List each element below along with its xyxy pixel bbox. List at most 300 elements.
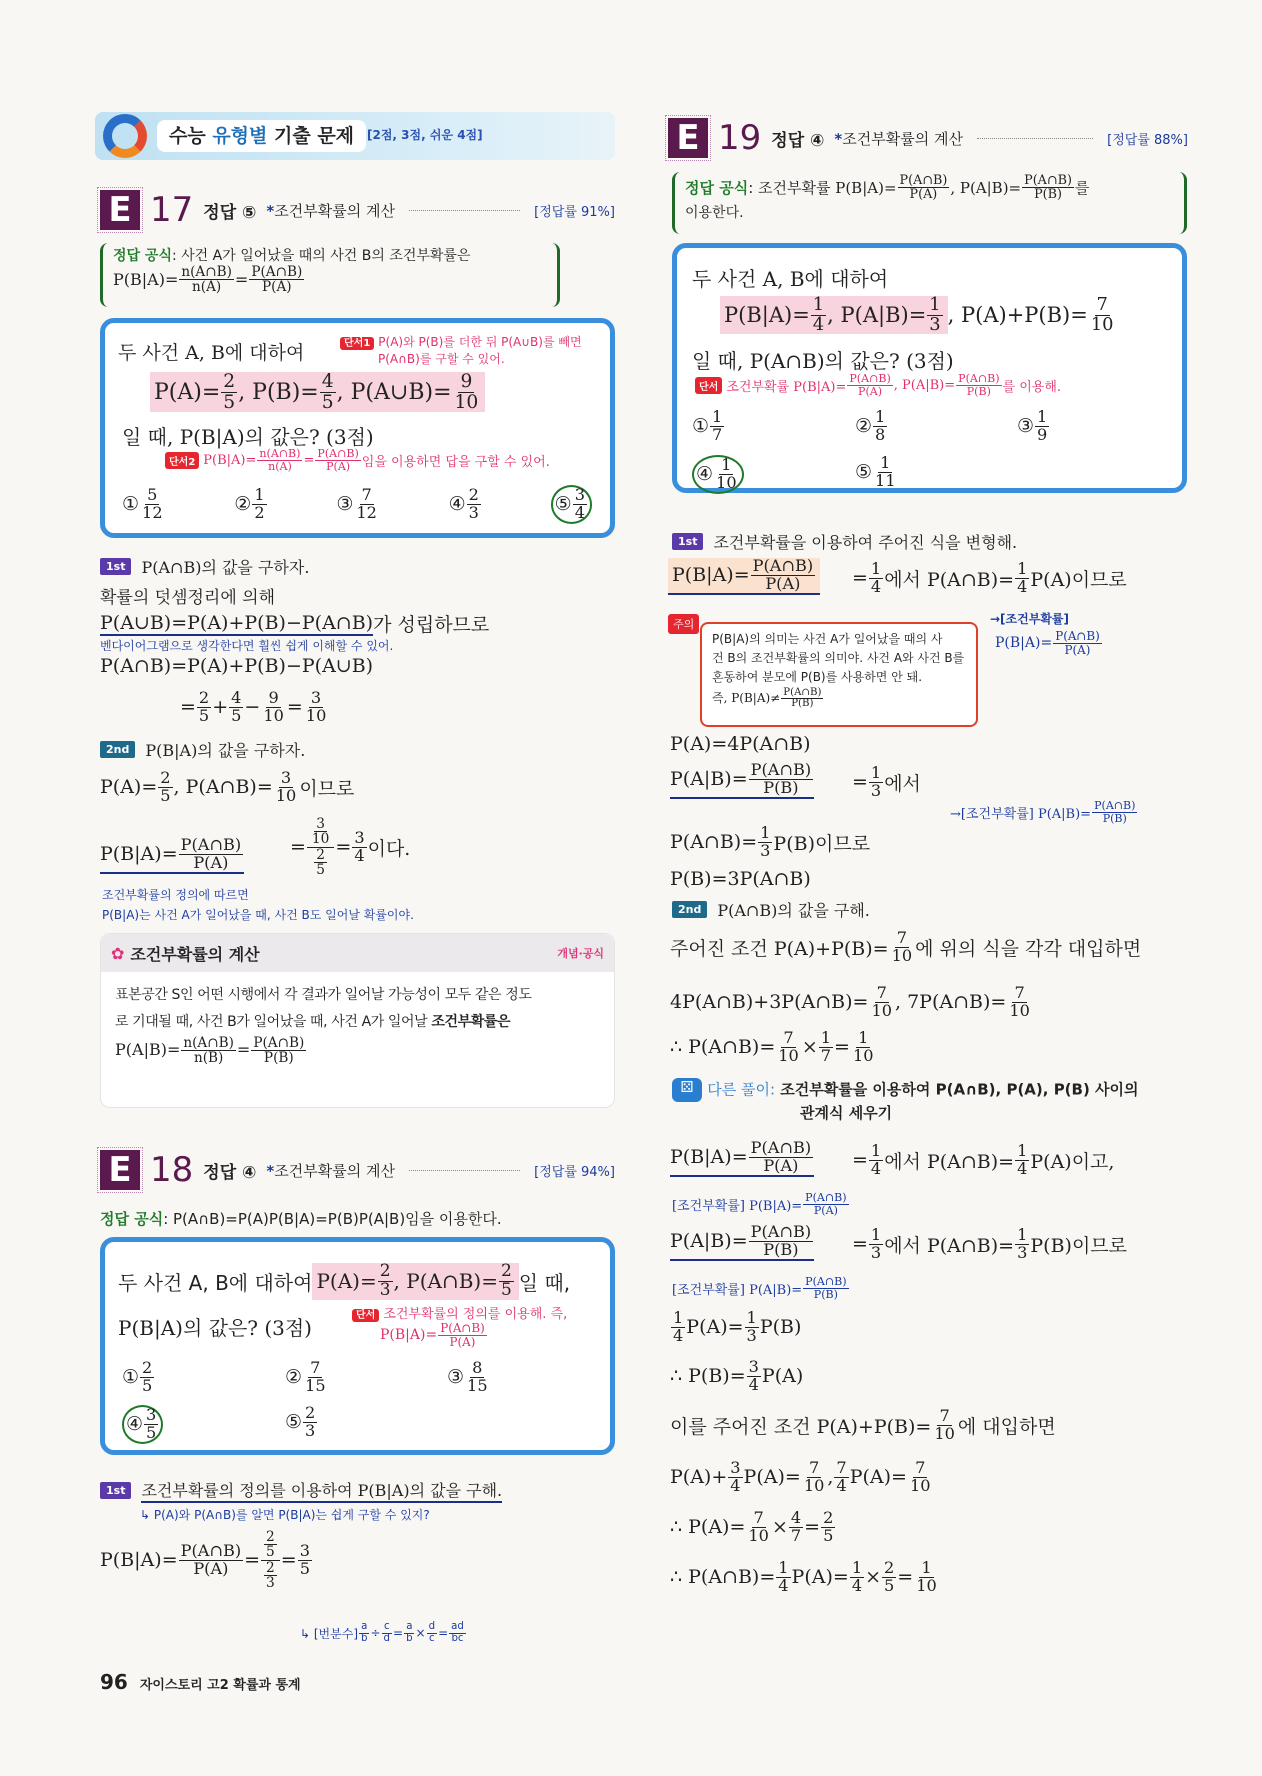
denominator xyxy=(144,1422,158,1442)
math-text: 3 xyxy=(760,840,771,860)
denominator xyxy=(449,1634,465,1645)
math-text: ⑤ xyxy=(855,461,873,484)
math-text: ② xyxy=(855,415,873,438)
math-text: ∴ P(A)= xyxy=(670,1516,746,1539)
choice-5-correct[interactable] xyxy=(551,485,592,524)
solution-line xyxy=(668,558,820,595)
math-text: P(A)= xyxy=(316,1269,377,1294)
math-text: 3 xyxy=(746,1325,757,1345)
numerator xyxy=(261,1530,280,1561)
math-text: 7 xyxy=(915,1458,926,1477)
fraction xyxy=(181,1036,236,1066)
title-part: 수능 xyxy=(169,125,213,147)
choice-4[interactable] xyxy=(449,485,482,524)
math-text: P(B|A)= xyxy=(100,1549,178,1572)
math-text: 4 xyxy=(354,845,365,865)
numerator xyxy=(1053,630,1102,644)
math-text: , 7P(A∩B)= xyxy=(895,991,1007,1014)
math-text: 5 xyxy=(316,862,326,879)
fraction xyxy=(304,690,329,725)
math-text: P(A) xyxy=(909,187,938,203)
math-text: 이를 주어진 조건 P(A)+P(B)= xyxy=(670,1415,932,1438)
fraction xyxy=(1015,1227,1029,1262)
fraction xyxy=(873,455,898,490)
denominator xyxy=(262,1051,296,1065)
math-text: 2 xyxy=(468,485,479,504)
math-text: P(A)= xyxy=(100,776,158,799)
hint xyxy=(695,373,1061,397)
choice-5[interactable] xyxy=(855,455,899,490)
math-text: P(A|B)= xyxy=(670,1230,748,1253)
math-text: 10 xyxy=(305,705,327,725)
fraction xyxy=(307,817,334,878)
fraction xyxy=(252,487,266,522)
formula-math xyxy=(758,174,1089,202)
math-text: ④ xyxy=(696,463,714,486)
denominator xyxy=(1015,1242,1029,1262)
solution-line xyxy=(100,610,489,637)
math-text: 1 xyxy=(875,407,886,426)
denominator xyxy=(264,1545,277,1559)
math-text: ① xyxy=(122,1366,140,1389)
leader-dots xyxy=(409,1170,520,1171)
numerator xyxy=(314,848,327,863)
fraction xyxy=(803,1276,848,1300)
denominator xyxy=(908,188,940,201)
math-text: 5 xyxy=(146,1422,157,1442)
fraction xyxy=(449,1622,466,1644)
math-text: 10 xyxy=(275,785,297,805)
leader-dots xyxy=(977,138,1093,139)
math-text: 1 xyxy=(778,1558,789,1577)
fraction xyxy=(382,1622,392,1644)
fraction xyxy=(140,487,165,522)
fraction xyxy=(264,1561,277,1591)
step-text: 조건부확률의 정의를 이용하여 P(B|A)의 값을 구해. xyxy=(141,1478,502,1503)
math-text: , P(A|B)= xyxy=(950,178,1022,197)
math-text: 1 xyxy=(712,407,723,426)
fraction xyxy=(927,296,942,334)
side-math xyxy=(672,1276,850,1300)
caution-text: 건 B의 조건부확률의 의미야. 사건 A와 사건 B를 xyxy=(712,651,965,666)
fraction xyxy=(956,373,1001,397)
solution-line xyxy=(670,762,814,799)
denominator xyxy=(728,1475,742,1495)
alt-solution-header xyxy=(672,1078,1139,1123)
math-text: 5 xyxy=(142,1375,153,1395)
numerator xyxy=(249,265,304,280)
step-1 xyxy=(672,530,1017,553)
math-text: n(A) xyxy=(192,279,222,296)
choice-4-correct[interactable] xyxy=(692,455,744,494)
hint-text: P(A∩B)를 구할 수 있어. xyxy=(378,352,505,366)
math-text: 4P(A∩B)+3P(A∩B)= xyxy=(670,991,869,1014)
denominator xyxy=(776,1045,801,1065)
math-text: P(A∩B) xyxy=(1094,799,1136,812)
denominator xyxy=(761,1239,800,1259)
math-text: P(A∩B) xyxy=(440,1321,485,1335)
math-text: 2 xyxy=(884,1558,895,1577)
math-text: 1 xyxy=(929,294,941,315)
solution-line xyxy=(852,1227,1127,1262)
step-badge: 1st xyxy=(100,1482,131,1499)
math-text: = xyxy=(438,1626,449,1641)
denominator xyxy=(869,1000,894,1020)
denominator xyxy=(811,313,826,335)
solution-line xyxy=(852,1143,1114,1178)
math-text: 10 xyxy=(716,472,737,492)
math-text: 7 xyxy=(712,424,723,444)
note: ↳ P(A)와 P(A∩B)를 알면 P(B|A)는 쉽게 구할 수 있지? xyxy=(140,1508,430,1522)
hint-2 xyxy=(165,448,550,472)
math-text: P(A∩B) xyxy=(899,173,948,188)
alt-title: 관계식 세우기 xyxy=(800,1104,893,1122)
math-text: n(A∩B) xyxy=(181,264,232,280)
hint-math xyxy=(203,448,550,472)
formula-math xyxy=(113,265,547,295)
math-text: = xyxy=(303,452,315,468)
denominator xyxy=(197,705,211,725)
choice-1[interactable] xyxy=(122,1360,155,1395)
math-text: = xyxy=(234,270,249,290)
math-text: ④ xyxy=(448,493,466,516)
math-text: 4 xyxy=(730,1475,741,1495)
math-text: 3 xyxy=(929,313,941,335)
math-text: 3 xyxy=(870,1242,882,1262)
section-title xyxy=(157,120,366,152)
note: 조건부확률의 정의에 따르면 xyxy=(102,888,249,902)
math-text: 1 xyxy=(870,559,882,578)
fraction xyxy=(811,296,826,334)
math-text: ① xyxy=(692,415,710,438)
math-text: 10 xyxy=(1009,1000,1030,1020)
math-text: c xyxy=(383,1621,390,1632)
math-text: 4 xyxy=(778,1575,789,1595)
choice-2[interactable] xyxy=(234,485,267,524)
math-text: 10 xyxy=(454,391,479,413)
fraction xyxy=(745,1310,759,1345)
math-text: = xyxy=(290,836,306,859)
denominator xyxy=(465,1375,490,1395)
math-text: = xyxy=(244,1549,261,1572)
math-text: 2 xyxy=(823,1508,834,1527)
fraction xyxy=(264,1530,277,1560)
denominator xyxy=(191,1558,230,1578)
denominator xyxy=(873,424,887,444)
question-text: 두 사건 A, B에 대하여 xyxy=(118,1270,313,1295)
math-text: P(B) xyxy=(759,1316,802,1339)
math-text: ③ xyxy=(1017,415,1035,438)
math-text: − xyxy=(244,696,261,719)
math-text: P(A∩B) xyxy=(317,447,359,460)
fraction xyxy=(140,1360,154,1395)
complex-fraction-note xyxy=(300,1622,467,1644)
fraction xyxy=(789,1510,803,1545)
fraction xyxy=(179,1540,244,1578)
math-text: 3 xyxy=(266,1575,275,1592)
solution-line xyxy=(180,690,329,725)
math-text: 4 xyxy=(1017,1158,1028,1178)
denominator xyxy=(260,280,294,294)
fraction xyxy=(378,1263,393,1300)
denominator xyxy=(802,1475,827,1495)
math-text: P(A) xyxy=(813,1203,838,1217)
math-text: 11 xyxy=(875,470,896,490)
fraction xyxy=(1007,985,1032,1020)
choice-3[interactable] xyxy=(447,1360,491,1395)
page-number: 96 xyxy=(100,1670,128,1694)
topic xyxy=(266,1160,395,1181)
fraction xyxy=(932,1408,957,1443)
math-text: P(A∩B) xyxy=(1055,629,1100,643)
math-text: 에서 xyxy=(884,772,921,795)
choice-1[interactable] xyxy=(692,409,725,444)
e-badge: E xyxy=(100,190,140,230)
denominator xyxy=(1015,1158,1029,1178)
denominator xyxy=(229,705,243,725)
math-text: 8 xyxy=(875,424,886,444)
fraction xyxy=(776,1030,801,1065)
math-text: 10 xyxy=(311,831,330,848)
fraction xyxy=(359,1622,369,1644)
fraction xyxy=(869,561,883,596)
math-text: 2 xyxy=(266,1529,275,1545)
math-text: 15 xyxy=(305,1375,326,1395)
fraction xyxy=(1035,409,1049,444)
math-text: P(A∩B) xyxy=(958,372,1000,385)
choice-1[interactable] xyxy=(122,485,166,524)
math-text: 1 xyxy=(870,763,882,782)
denominator xyxy=(467,502,481,522)
denominator xyxy=(1101,813,1129,825)
solution-line xyxy=(670,1408,1056,1443)
denominator xyxy=(1032,188,1064,201)
denominator xyxy=(850,1575,864,1595)
math-text: n(A∩B) xyxy=(183,1034,234,1051)
hint xyxy=(352,1303,567,1322)
step-text: 조건부확률을 이용하여 주어진 식을 변형해. xyxy=(713,533,1018,552)
math-text: 5 xyxy=(823,1525,834,1545)
solution-line xyxy=(670,1140,814,1177)
hint-text: 조건부확률의 정의를 이용해. 즉, xyxy=(383,1307,568,1322)
solution-line: P(A)=4P(A∩B) xyxy=(670,733,811,755)
math-text: P(A∩B) xyxy=(805,1275,847,1288)
numerator xyxy=(264,1561,277,1576)
math-text: 3 xyxy=(280,768,292,787)
denominator xyxy=(761,1155,800,1175)
math-text: P(B) xyxy=(1102,811,1127,825)
math-text: 5 xyxy=(198,705,210,725)
math-text: = xyxy=(335,836,352,859)
choice-2[interactable] xyxy=(285,1360,329,1395)
fraction xyxy=(914,1560,939,1595)
fraction xyxy=(834,1460,848,1495)
correct-rate: [정답률 88%] xyxy=(1107,132,1188,148)
math-text: ③ xyxy=(336,493,354,516)
denominator xyxy=(763,573,802,593)
denominator xyxy=(821,1525,835,1545)
addition-theorem: P(A∪B)=P(A)+P(B)−P(A∩B) xyxy=(100,611,374,634)
math-text: 2 xyxy=(316,846,326,863)
fraction xyxy=(751,558,816,593)
denominator xyxy=(776,1575,790,1595)
math-text: = xyxy=(180,696,196,719)
math-text: 3 xyxy=(316,816,326,832)
math-text: 1 xyxy=(254,485,265,504)
math-text: 3 xyxy=(1017,1242,1028,1262)
fraction xyxy=(908,1460,933,1495)
math-text: b xyxy=(406,1632,413,1644)
math-text: 4 xyxy=(1017,576,1028,596)
denominator xyxy=(908,1475,933,1495)
concept-box xyxy=(100,933,615,1108)
math-text: 1 xyxy=(1037,407,1048,426)
fraction xyxy=(261,1530,280,1591)
denominator xyxy=(298,1558,312,1578)
solution-line xyxy=(670,1224,814,1261)
math-text: P(A∩B) xyxy=(750,1222,812,1241)
denominator xyxy=(453,393,481,413)
math-text: P(B) xyxy=(763,777,799,797)
caution-text: P(B|A)의 의미는 사건 A가 일어났을 때의 사 xyxy=(712,632,943,646)
math-text: P(A|B)= xyxy=(670,768,748,791)
fraction xyxy=(274,770,299,805)
e-badge: E xyxy=(100,1150,140,1190)
math-text: 3 xyxy=(748,1357,759,1376)
title-part: 기출 문제 xyxy=(267,125,355,147)
denominator xyxy=(314,863,327,877)
problem-number: 19 xyxy=(718,118,762,158)
denominator xyxy=(927,313,942,335)
question-math xyxy=(948,296,1117,334)
fraction xyxy=(298,1540,312,1578)
math-text: 15 xyxy=(467,1375,488,1395)
choice-3[interactable] xyxy=(1017,409,1050,444)
math-text: 4 xyxy=(870,576,882,596)
math-text: P(A)이고, xyxy=(1030,1150,1115,1173)
math-text: P(A)= xyxy=(686,1316,744,1339)
fraction xyxy=(819,1030,833,1065)
math-text: = xyxy=(852,567,868,590)
math-text: b xyxy=(361,1632,368,1644)
math-text: n(A) xyxy=(268,459,292,473)
denominator xyxy=(324,461,352,473)
question-text: 일 때, P(B|A)의 값은? (3점) xyxy=(122,425,374,449)
numerator xyxy=(314,817,327,832)
denominator xyxy=(320,393,336,413)
math-text: P(A)= xyxy=(849,1466,907,1489)
fraction xyxy=(821,1510,835,1545)
step-1 xyxy=(100,555,309,578)
math-text: 이므로 xyxy=(299,777,355,800)
fraction xyxy=(352,827,366,865)
hint-math xyxy=(380,1322,488,1348)
fraction xyxy=(427,1622,437,1644)
math-text: 주어진 조건 P(A)+P(B)= xyxy=(670,937,889,960)
denominator xyxy=(890,945,915,965)
math-text: P(A∩B) xyxy=(783,686,822,698)
text: 로 기대될 때, 사건 B가 일어났을 때, 사건 A가 일어날 xyxy=(115,1013,432,1030)
denominator xyxy=(264,1576,277,1590)
math-text: 12 xyxy=(356,502,377,522)
denominator xyxy=(851,1045,876,1065)
problem-19-header xyxy=(668,118,1188,158)
numerator xyxy=(1022,174,1074,188)
math-text: ÷ xyxy=(370,1626,381,1641)
choice-3[interactable] xyxy=(336,485,380,524)
math-text: 3 xyxy=(730,1458,741,1477)
math-text: × xyxy=(865,1566,882,1589)
math-text: 에서 P(A∩B)= xyxy=(884,568,1015,591)
denominator xyxy=(311,848,330,878)
math-text: 10 xyxy=(263,705,284,725)
math-text: 7 xyxy=(790,1525,802,1545)
math-text: 7 xyxy=(896,928,907,947)
math-text: 조건부확률 P(B|A)= xyxy=(758,179,897,198)
math-text: 1 xyxy=(673,1308,684,1327)
math-text: P(B|A)= xyxy=(995,635,1053,651)
denominator xyxy=(1007,1000,1032,1020)
math-text: , xyxy=(827,1466,834,1489)
denominator xyxy=(266,461,294,473)
answer: 정답 ⑤ xyxy=(203,202,257,223)
fraction xyxy=(320,372,336,412)
math-text: P(A∩B)= xyxy=(670,831,758,854)
math-text: P(B|A)= xyxy=(380,1327,438,1343)
math-text: 2 xyxy=(305,1403,316,1422)
math-text: 4 xyxy=(673,1325,684,1345)
fraction xyxy=(251,1036,306,1066)
step-2 xyxy=(672,898,870,921)
denominator xyxy=(789,1525,803,1545)
choice-4-correct[interactable] xyxy=(122,1405,163,1444)
note: P(B|A)는 사건 A가 일어났을 때, 사건 B도 일어날 확률이야. xyxy=(102,908,414,922)
star: * xyxy=(266,1161,275,1180)
math-text: →[조건부확률] P(A|B)= xyxy=(950,806,1092,822)
denominator xyxy=(1089,313,1116,335)
alt-label: 다른 풀이: xyxy=(707,1080,776,1099)
math-text: 를 xyxy=(1074,179,1090,198)
math-text: [조건부확률] P(A|B)= xyxy=(672,1282,803,1298)
math-text: 3 xyxy=(146,1405,157,1424)
denominator xyxy=(158,785,172,805)
fraction xyxy=(758,825,772,860)
choice-5[interactable] xyxy=(285,1405,318,1440)
math-text: P(A) xyxy=(858,384,883,398)
math-text: ④ xyxy=(126,1413,144,1436)
e-badge: E xyxy=(668,118,708,158)
math-text: P(B) xyxy=(263,1049,294,1066)
question-text: 두 사건 A, B에 대하여 xyxy=(118,342,305,364)
math-text: d xyxy=(383,1632,391,1644)
math-text: a xyxy=(361,1621,368,1632)
flower-icon: ✿ xyxy=(111,943,125,963)
denominator xyxy=(671,1325,685,1345)
fraction xyxy=(465,1360,490,1395)
math-text: ② xyxy=(234,493,252,516)
leader-dots xyxy=(409,210,520,211)
denominator xyxy=(965,386,993,398)
math-text: ∴ P(B)= xyxy=(670,1365,746,1388)
question-text: 일 때, P(A∩B)의 값은? (3점) xyxy=(692,349,954,373)
math-text: 12 xyxy=(142,502,163,522)
fraction xyxy=(1053,630,1102,656)
math-text: ∴ P(A∩B)= xyxy=(670,1566,776,1589)
fraction xyxy=(714,457,739,492)
numerator xyxy=(264,1530,277,1545)
choice-2[interactable] xyxy=(855,409,888,444)
math-text: [조건부확률] P(B|A)= xyxy=(672,1198,803,1214)
